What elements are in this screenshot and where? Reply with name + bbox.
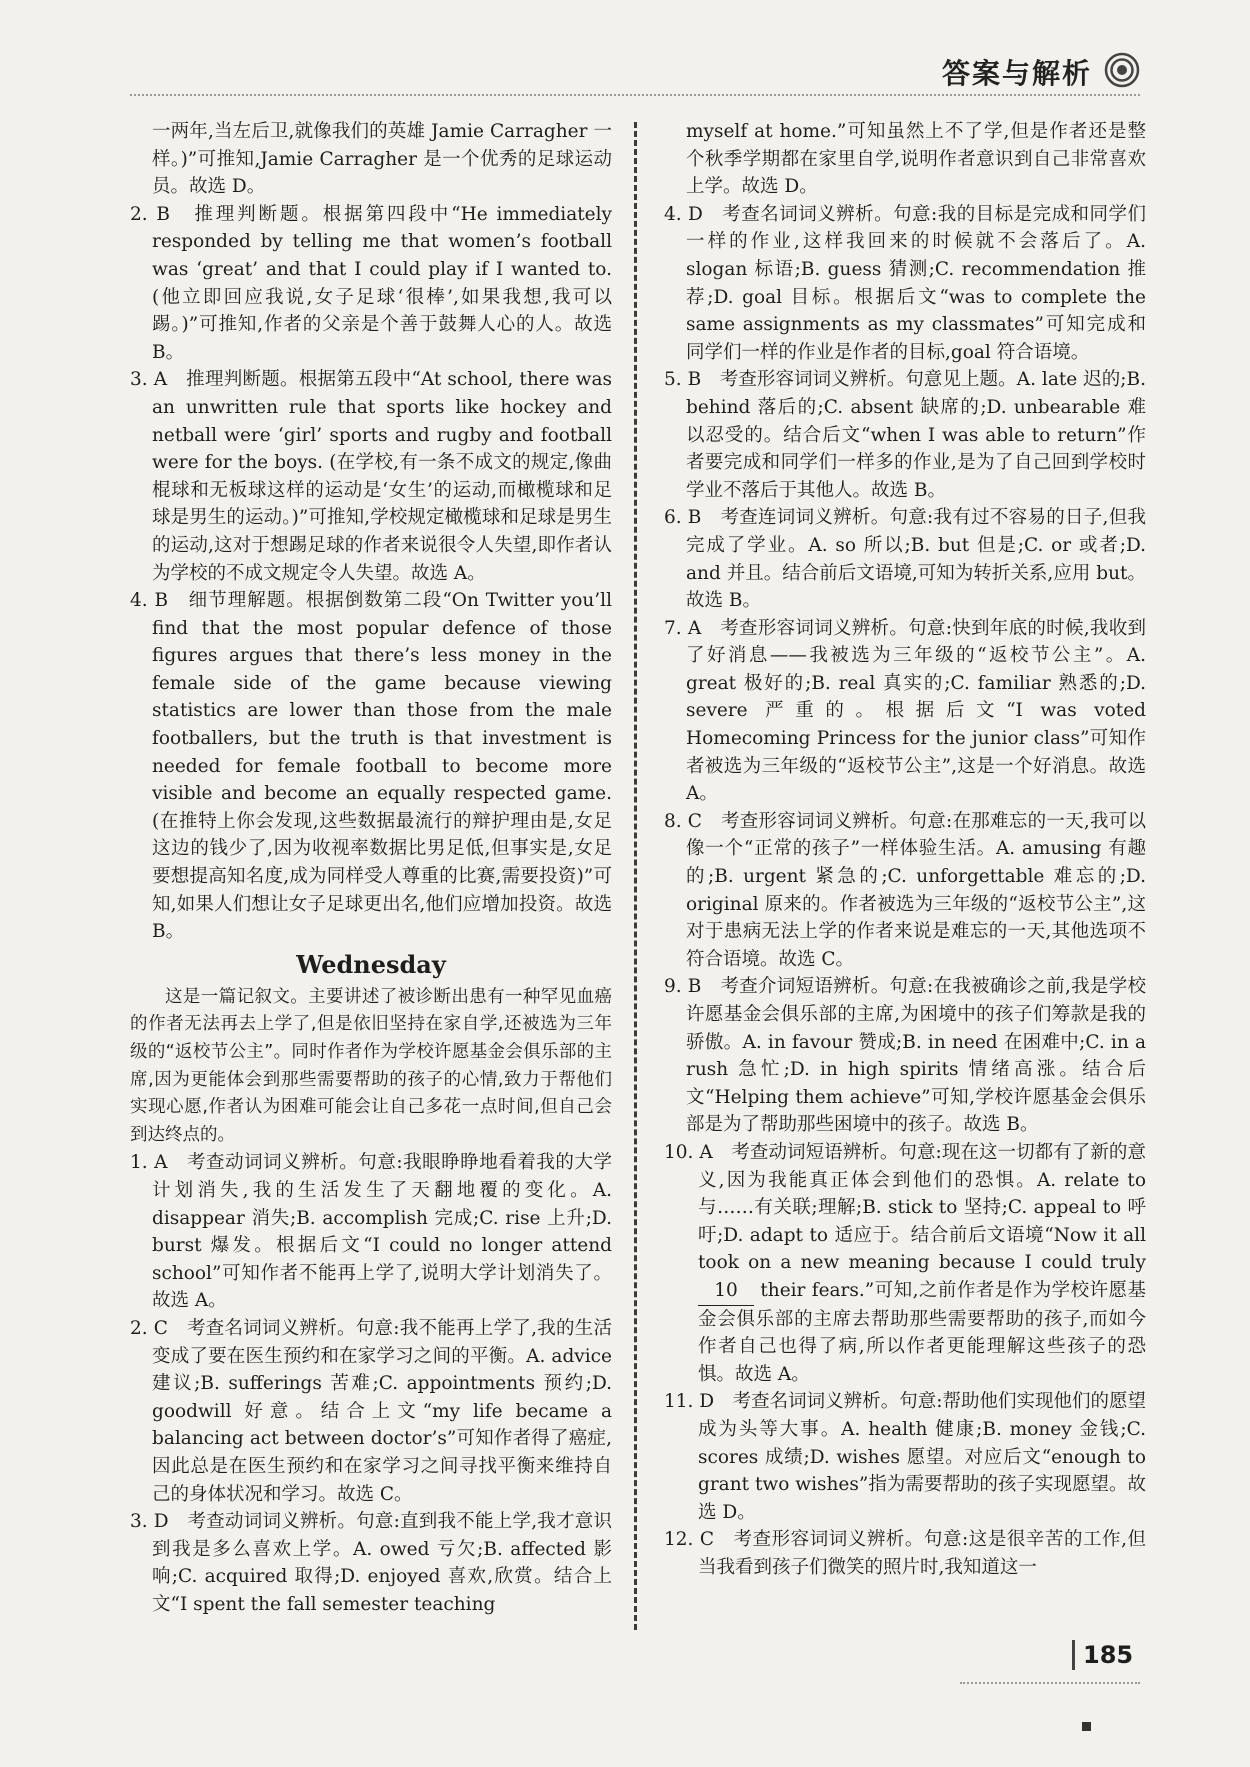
column-divider: [634, 122, 637, 1630]
header-title: 答案与解析: [941, 57, 1092, 90]
page-number: 185: [1072, 1640, 1133, 1670]
target-icon: [1104, 52, 1140, 88]
answer-item: 3. D 考查动词词义辨析。句意:直到我不能上学,我才意识到我是多么喜欢上学。A. owed 亏欠;B. affected 影响;C. acquired 取得;D. enjoyed 喜欢,欣赏。结合上文“I spent the fall semester teaching: [130, 1511, 612, 1615]
answer-item: 2. C 考查名词词义辨析。句意:我不能再上学了,我的生活变成了要在医生预约和在家学习之间的平衡。A. advice 建议;B. sufferings 苦难;C. appointments 预约;D. goodwill 好意。结合上文“my life became a balancing act between doctor’s”可知作者得了癌症,因此总是在医生预约和在家学习之间寻找平衡来维持自己的身体状况和学习。故选 C。: [130, 1317, 612, 1505]
answer-item: 4. B 细节理解题。根据倒数第二段“On Twitter you’ll find that the most popular defence of those figures argues that there’s less money in the female side of the game because viewing statistics are lower than those from the male footballers, but the truth is that investment is needed for female football to become more visible and become an equally respected game. (在推特上你会发现,这些数据最流行的辩护理由是,女足这边的钱少了,因为收视率数据比男足低,但事实是,女足要想提高知名度,成为同样受人尊重的比赛,需要投资)”可知,如果人们想让女子足球更出名,他们应增加投资。故选 B。: [130, 590, 612, 943]
answer-item: 1. A 考查动词词义辨析。句意:我眼睁睁地看着我的大学计划消失,我的生活发生了天翻地覆的变化。A. disappear 消失;B. accomplish 完成;C. rise 上升;D. burst 爆发。根据后文“I could no longer attend school”可知作者不能再上学了,说明大学计划消失了。故选 A。: [130, 1152, 612, 1312]
continued-answer: myself at home.”可知虽然上不了学,但是作者还是整个秋季学期都在家里自学,说明作者意识到自己非常喜欢上学。故选 D。: [686, 121, 1146, 198]
continued-answer: 一两年,当左后卫,就像我们的英雄 Jamie Carragher 一样。)”可推知,Jamie Carragher 是一个优秀的足球运动员。故选 D。: [152, 121, 612, 198]
left-column: [130, 118, 612, 1618]
answer-text: 10. A 考查动词短语辨析。句意:现在这一切都有了新的意义,因为我能真正体会到他们的恐惧。A. relate to 与……有关联;理解;B. stick to 坚持;C. appeal to 呼吁;D. adapt to 适应于。结合前后文语境“Now it all took on a new meaning because I could truly: [664, 1141, 1146, 1274]
page-marker: [1082, 1722, 1091, 1731]
answer-item: 9. B 考查介词短语辨析。句意:在我被确诊之前,我是学校许愿基金会俱乐部的主席,为困境中的孩子们筹款是我的骄傲。A. in favour 赞成;B. in need 在困难中;C. in a rush 急忙;D. in high spirits 情绪高涨。结合后文“Helping them achieve”可知,学校许愿基金会俱乐部是为了帮助那些困境中的孩子。故选 B。: [664, 976, 1146, 1136]
answer-item: [664, 1139, 1146, 1388]
answer-text: their fears.”可知,之前作者是作为学校许愿基金会俱乐部的主席去帮助那些需要帮助的孩子,而如今作者自己也得了病,所以作者更能理解这些孩子的恐惧。故选 A。: [698, 1279, 1146, 1385]
answer-item: 5. B 考查形容词词义辨析。句意见上题。A. late 迟的;B. behind 落后的;C. absent 缺席的;D. unbearable 难以忍受的。结合后文“when I was able to return”作者要完成和同学们一样多的作业,是为了自己回到学校时学业不落后于其他人。故选 B。: [664, 369, 1146, 501]
answer-item: 3. A 推理判断题。根据第五段中“At school, there was an unwritten rule that sports like hockey and netball were ‘girl’ sports and rugby and football were for the boys. (在学校,有一条不成文的规定,像曲棍球和无板球这样的运动是‘女生’的运动,而橄榄球和足球是男生的运动。)”可推知,学校规定橄榄球和足球是男生的运动,这对于想踢足球的作者来说很令人失望,即作者认为学校的不成文规定令人失望。故选 A。: [130, 369, 612, 584]
fill-blank: 10: [698, 1277, 754, 1306]
answer-item: 8. C 考查形容词词义辨析。句意:在那难忘的一天,我可以像一个“正常的孩子”一样体验生活。A. amusing 有趣的;B. urgent 紧急的;C. unforgettable 难忘的;D. original 原来的。作者被选为三年级的“返校节公主”,这对于患病无法上学的作者来说是难忘的一天,其他选项不符合语境。故选 C。: [664, 810, 1146, 970]
answer-item: 11. D 考查名词词义辨析。句意:帮助他们实现他们的愿望成为头等大事。A. health 健康;B. money 金钱;C. scores 成绩;D. wishes 愿望。对应后文“enough to grant two wishes”指为需要帮助的孩子实现愿望。故选 D。: [664, 1391, 1146, 1523]
answer-item: 6. B 考查连词词义辨析。句意:我有过不容易的日子,但我完成了学业。A. so 所以;B. but 但是;C. or 或者;D. and 并且。结合前后文语境,可知为转折关系,应用 but。故选 B。: [664, 507, 1146, 612]
answer-item: 12. C 考查形容词词义辨析。句意:这是很辛苦的工作,但当我看到孩子们微笑的照片时,我知道这一: [664, 1529, 1146, 1578]
answer-item: 2. B 推理判断题。根据第四段中“He immediately responded by telling me that women’s football was ‘great’ and that I could play if I wanted to. (他立即回应我说,女子足球‘很棒’,如果我想,我可以踢。)”可推知,作者的父亲是个善于鼓舞人心的人。故选 B。: [130, 203, 612, 363]
page-header: [130, 48, 1140, 96]
answer-item: 4. D 考查名词词义辨析。句意:我的目标是完成和同学们一样的作业,这样我回来的时候就不会落后了。A. slogan 标语;B. guess 猜测;C. recommendation 推荐;D. goal 目标。根据后文“was to complete the same assignments as my classmates”可知完成和同学们一样的作业是作者的目标,goal 符合语境。: [664, 203, 1146, 363]
section-title: Wednesday: [296, 949, 446, 979]
footer-rule: [960, 1682, 1140, 1684]
passage-summary: 这是一篇记叙文。主要讲述了被诊断出患有一种罕见血癌的作者无法再去上学了,但是依旧坚持在家自学,还被选为三年级的“返校节公主”。同时作者作为学校许愿基金会俱乐部的主席,因为更能体会到那些需要帮助的孩子的心情,致力于帮他们实现心愿,作者认为困难可能会让自己多花一点时间,但自己会到达终点的。: [130, 986, 612, 1145]
answer-item: 7. A 考查形容词词义辨析。句意:快到年底的时候,我收到了好消息——我被选为三年级的“返校节公主”。A. great 极好的;B. real 真实的;C. familiar 熟悉的;D. severe 严重的。根据后文“I was voted Homecoming Princess for the junior class”可知作者被选为三年级的“返校节公主”,这是一个好消息。故选 A。: [664, 617, 1146, 805]
right-column: [664, 118, 1146, 1581]
